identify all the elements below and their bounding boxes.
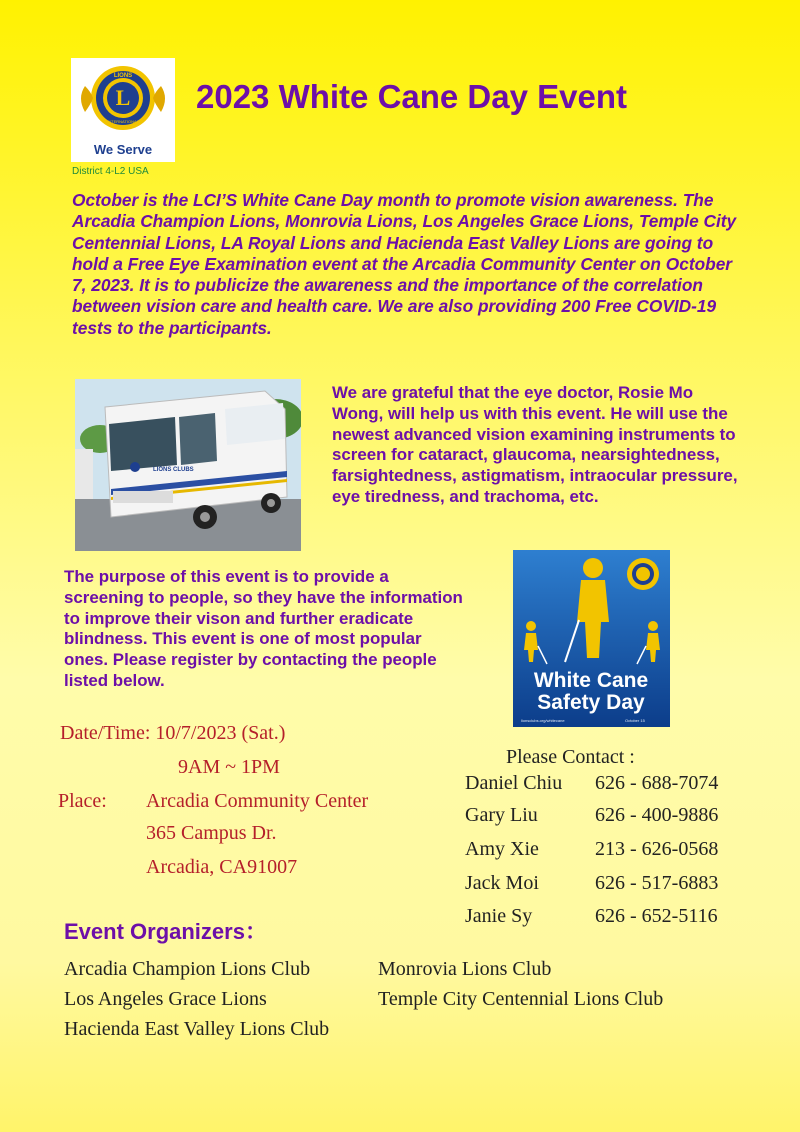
page-title: 2023 White Cane Day Event <box>196 78 627 115</box>
contact-name: Daniel Chiu <box>465 772 563 794</box>
svg-text:INTERNATIONAL: INTERNATIONAL <box>107 119 139 124</box>
datetime-line <box>60 722 285 745</box>
lions-emblem-icon <box>71 58 175 162</box>
contact-phone: 213 - 626-0568 <box>595 838 719 860</box>
svg-text:Safety Day: Safety Day <box>537 691 645 714</box>
datetime-value: 10/7/2023 (Sat.) <box>155 722 286 744</box>
white-cane-safety-day-poster <box>513 550 670 727</box>
intro-paragraph: October is the LCI’S White Cane Day month to promote vision awareness. The Arcadia Champion Lions, Monrovia Lions, Los Angeles Grace Lions, Temple City Centennial Lions, LA Royal Lions and Hacienda East Valley Lions are going to hold a Free Eye Examination event at the Arcadia Community Center on October 7, 2023. It is to publicize the awareness and the importance of the correlation between vision care and health care. We are also providing 200 Free COVID-19 tests to the participants. <box>72 190 737 338</box>
purpose-paragraph: The purpose of this event is to provide a screening to people, so they have the information to improve their vison and further eradicate blindness. This event is one of most popular ones. Please register by contacting the people listed below. <box>64 567 463 690</box>
organizer-club: Hacienda East Valley Lions Club <box>64 1018 330 1040</box>
contact-row <box>465 905 718 928</box>
contact-phone: 626 - 400-9886 <box>595 804 719 826</box>
svg-text:lionsclubs.org/whitecane: lionsclubs.org/whitecane <box>521 718 565 723</box>
contact-heading: Please Contact : <box>506 746 635 768</box>
place-label: Place: <box>58 790 107 812</box>
organizers-colon: ： <box>244 919 267 944</box>
contact-row <box>465 838 718 861</box>
organizer-club: Arcadia Champion Lions Club <box>64 958 311 980</box>
organizers-heading-text: Event Organizers <box>64 919 245 944</box>
svg-text:October 15: October 15 <box>625 718 645 723</box>
datetime-label: Date/Time: <box>60 722 151 744</box>
place-line-2: 365 Campus Dr. <box>146 822 277 844</box>
place-line-1: Arcadia Community Center <box>146 790 369 812</box>
contact-row <box>465 804 718 827</box>
svg-text:White Cane: White Cane <box>533 669 649 692</box>
svg-text:LIONS: LIONS <box>113 73 133 79</box>
organizer-club: Temple City Centennial Lions Club <box>378 988 664 1010</box>
contact-name: Amy Xie <box>465 838 539 860</box>
organizer-club: Los Angeles Grace Lions <box>64 988 267 1010</box>
contact-name: Gary Liu <box>465 804 538 826</box>
svg-text:L: L <box>115 85 131 110</box>
time-value: 9AM ~ 1PM <box>178 756 280 778</box>
contact-name: Jack Moi <box>465 872 539 894</box>
svg-text:LIONS CLUBS: LIONS CLUBS <box>153 467 194 473</box>
contact-phone: 626 - 517-6883 <box>595 872 719 894</box>
mobile-clinic-photo <box>75 379 301 551</box>
district-label: District 4-L2 USA <box>72 166 149 177</box>
contact-name: Janie Sy <box>465 905 533 927</box>
organizer-club: Monrovia Lions Club <box>378 958 552 980</box>
svg-text:We Serve: We Serve <box>93 142 153 157</box>
contact-phone: 626 - 688-7074 <box>595 772 719 794</box>
doctor-paragraph: We are grateful that the eye doctor, Rosie Mo Wong, will help us with this event. He will use the newest advanced vision examining instruments to screen for cataract, glaucoma, nearsightedness, farsightedness, astigmatism, intraocular pressure, eye tiredness, and trachoma, etc. <box>332 383 738 506</box>
organizers-heading <box>64 915 267 946</box>
contact-row <box>465 872 718 895</box>
lions-logo <box>71 58 175 162</box>
place-line-3: Arcadia, CA91007 <box>146 856 298 878</box>
contact-phone: 626 - 652-5116 <box>595 905 718 927</box>
contact-row <box>465 772 718 795</box>
